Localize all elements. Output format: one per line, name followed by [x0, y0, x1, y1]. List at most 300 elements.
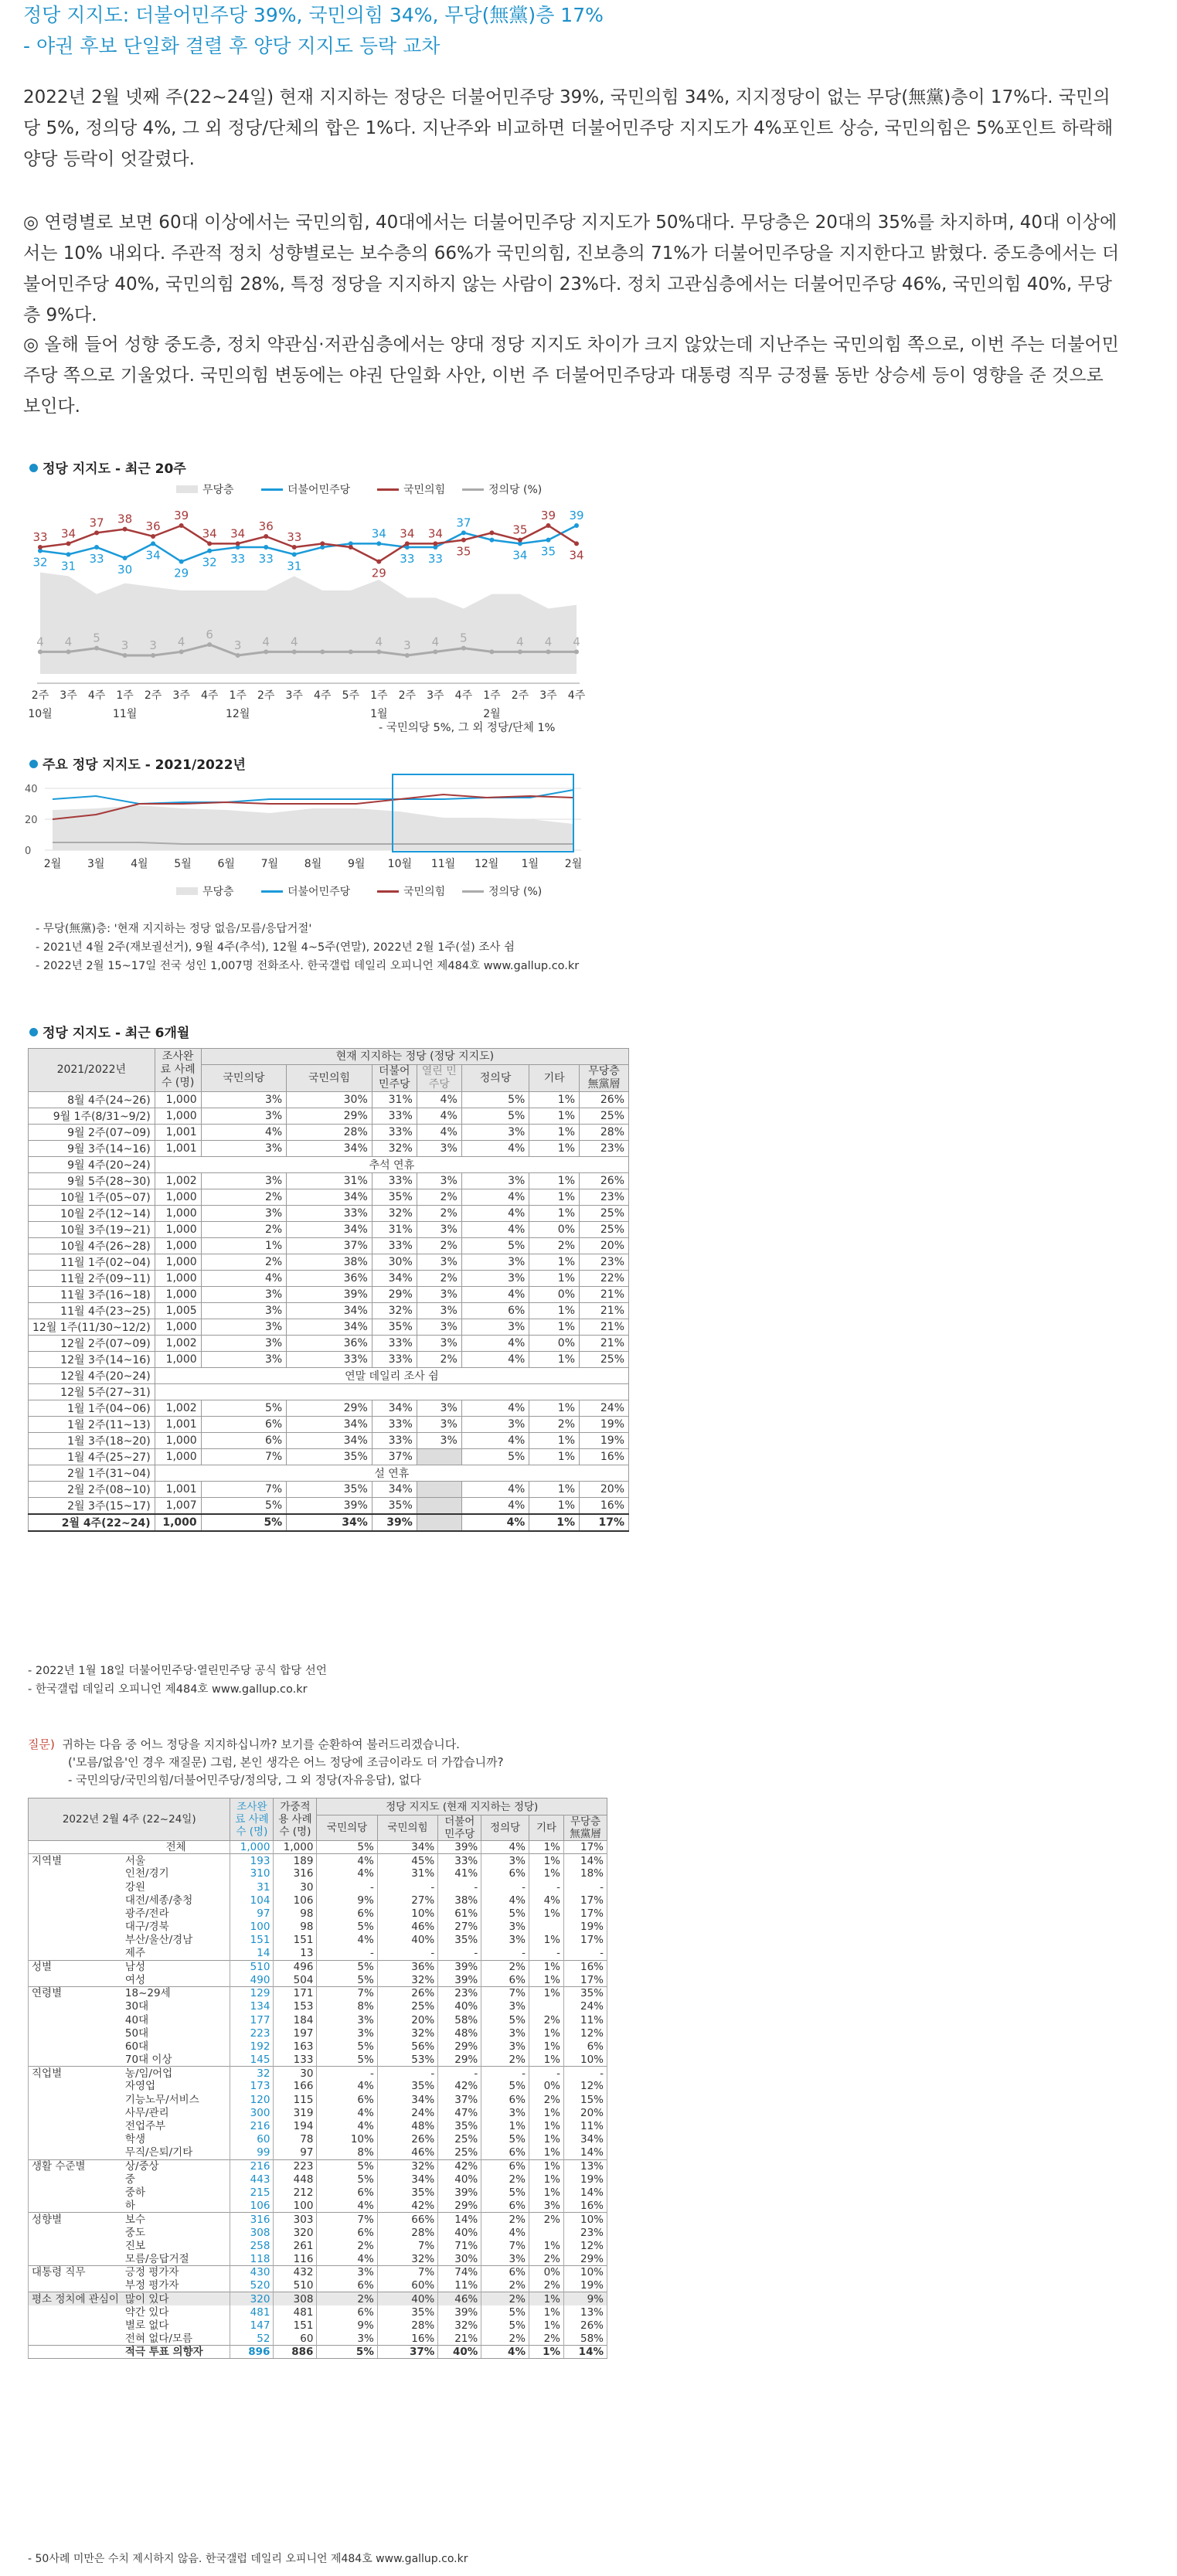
table-cell: 3% [461, 1254, 529, 1271]
table-cell: 74% [438, 2266, 481, 2279]
table-cell: 23% [564, 2226, 607, 2239]
value-label: 32 [32, 555, 48, 570]
table-cell: 1% [529, 1352, 580, 1368]
bullet-icon [29, 760, 38, 768]
table1-row [29, 1108, 629, 1125]
table-cell: 4% [481, 2226, 529, 2239]
table-cell: 24% [377, 2106, 437, 2119]
table-cell: 1% [529, 2119, 563, 2132]
data-point [179, 649, 184, 654]
table2-row [29, 2226, 607, 2239]
table-cell: 3% [201, 1141, 287, 1157]
table-cell: 40% [438, 2173, 481, 2186]
x-tick-label: 2주 [511, 689, 529, 702]
table-cell: 11% [564, 2013, 607, 2026]
table1-row [29, 1157, 629, 1173]
table-cell [529, 1921, 563, 1934]
row-label: 12월 3주(14~16) [29, 1352, 155, 1368]
table-cell: 4% [461, 1482, 529, 1498]
value-label: 33 [230, 552, 246, 566]
table-cell: 4% [481, 2346, 529, 2359]
table-cell: 28% [287, 1125, 372, 1141]
table-cell: 35% [372, 1498, 417, 1515]
table-cell: 16% [564, 2200, 607, 2213]
table-cell: 212 [274, 2186, 317, 2199]
legend-swatch [176, 887, 198, 895]
table-cell: 5% [461, 1238, 529, 1254]
table-cell: 1% [529, 2054, 563, 2067]
question-line2: ('모름/없음'인 경우 재질문) 그럼, 본인 생각은 어느 정당에 조금이라도 더 가깝습니까? [68, 1755, 504, 1769]
table-cell: 3% [417, 1173, 461, 1189]
table-cell: 10% [317, 2133, 377, 2146]
table-cell: 310 [230, 1867, 274, 1880]
table-cell: 3% [417, 1287, 461, 1303]
t2-header-group: 정당 지지도 (현재 지지하는 정당) [317, 1798, 607, 1815]
table-cell: 98 [274, 1921, 317, 1934]
table-cell: 100 [230, 1921, 274, 1934]
table1-row [29, 1465, 629, 1482]
table2-row [29, 1880, 607, 1894]
table-cell: 14% [564, 2146, 607, 2159]
data-point [264, 545, 268, 550]
row-label: 1월 4주(25~27) [29, 1449, 155, 1465]
subgroup-label: 학생 [122, 2133, 230, 2146]
table-cell: 3% [481, 1854, 529, 1867]
table-cell: 47% [438, 2106, 481, 2119]
subgroup-label: 부산/울산/경남 [122, 1934, 230, 1947]
value-label: 36 [145, 519, 161, 533]
table-cell: 1% [529, 1498, 580, 1515]
value-label: 4 [516, 635, 524, 649]
table-cell: 1% [529, 1303, 580, 1319]
row-label: 1월 2주(11~13) [29, 1417, 155, 1433]
group-label [29, 2000, 122, 2013]
value-label: 33 [89, 552, 104, 566]
table-cell: 4% [461, 1189, 529, 1206]
data-point [264, 534, 268, 539]
table-cell: 35% [372, 1189, 417, 1206]
group-label: 평소 정치에 관심이 [29, 2292, 122, 2305]
table1-row [29, 1514, 629, 1531]
table-cell: 25% [438, 2133, 481, 2146]
table-cell: 6% [481, 2266, 529, 2279]
group-label [29, 1973, 122, 1986]
value-label: 34 [202, 526, 217, 541]
table2-note: - 50사례 미만은 수치 제시하지 않음. 한국갤럽 데일리 오피니언 제484호 www.gallup.co.kr [28, 2553, 468, 2565]
table-cell: 1,000 [155, 1319, 201, 1336]
table-cell: 19% [580, 1433, 629, 1449]
table-cell: 481 [274, 2305, 317, 2319]
table-cell: 129 [230, 1987, 274, 2000]
value-label: 37 [89, 516, 104, 530]
t2-col: 국민의당 [317, 1815, 377, 1841]
table-cell: 5% [201, 1514, 287, 1531]
table1-row [29, 1352, 629, 1368]
table-cell: 31% [287, 1173, 372, 1189]
table-cell: 151 [274, 1934, 317, 1947]
data-point [405, 541, 410, 546]
table-cell: 32 [230, 2067, 274, 2080]
subgroup-label: 많이 있다 [122, 2292, 230, 2305]
table1-row [29, 1189, 629, 1206]
row-span-note: 추석 연휴 [155, 1157, 628, 1173]
data-point [151, 534, 155, 539]
table-cell [417, 1498, 461, 1515]
table-cell: 20% [377, 2013, 437, 2026]
group-label [29, 2239, 122, 2252]
x-tick-label: 11월 [430, 858, 456, 870]
chart1-legend [176, 483, 542, 496]
data-point [376, 560, 381, 564]
x-tick-label: 3월 [87, 858, 105, 870]
table-cell: 1,002 [155, 1336, 201, 1352]
table2-row [29, 1841, 607, 1854]
table-cell: 3% [317, 2026, 377, 2040]
subgroup-label: 중 [122, 2173, 230, 2186]
row-span-note: 연말 데일리 조사 쉼 [155, 1368, 628, 1384]
table-cell: 3% [461, 1271, 529, 1287]
table-cell: 316 [274, 1867, 317, 1880]
value-label: 3 [403, 638, 411, 652]
data-point [292, 649, 297, 654]
y-tick-label: 20 [25, 815, 38, 826]
value-label: 35 [456, 544, 471, 559]
table-cell: 5% [481, 2305, 529, 2319]
table-cell: 16% [580, 1449, 629, 1465]
table-cell: 8% [317, 2000, 377, 2013]
table-cell: 6% [201, 1433, 287, 1449]
table-cell: 6% [461, 1303, 529, 1319]
table-cell: 31% [377, 1867, 437, 1880]
table-cell: 32% [372, 1206, 417, 1222]
table-cell: 1% [529, 1173, 580, 1189]
subgroup-label: 상/중상 [122, 2159, 230, 2173]
table-cell: 35% [372, 1319, 417, 1336]
row-label: 10월 3주(19~21) [29, 1222, 155, 1238]
group-label [29, 2305, 122, 2319]
table-cell: 26% [580, 1173, 629, 1189]
table-cell: 21% [580, 1319, 629, 1336]
table-cell: 33% [287, 1352, 372, 1368]
table-cell: 2% [481, 2332, 529, 2345]
group-label [29, 2279, 122, 2292]
t2-header-n2: 가중적용 사례수 (명) [274, 1798, 317, 1841]
table-cell: 1% [529, 1973, 563, 1986]
table-cell: 6% [564, 2040, 607, 2053]
table-cell: 510 [230, 1960, 274, 1973]
table-cell: 35% [287, 1449, 372, 1465]
data-point [236, 541, 240, 546]
table-cell: 33% [372, 1173, 417, 1189]
table-cell: 3% [201, 1173, 287, 1189]
table-cell: 78 [274, 2133, 317, 2146]
table-cell: 34% [372, 1400, 417, 1417]
table-cell: 166 [274, 2080, 317, 2093]
table2-row [29, 1973, 607, 1986]
group-label [29, 2173, 122, 2186]
table-cell: 37% [372, 1449, 417, 1465]
table-cell: 97 [274, 2146, 317, 2159]
table-cell: 46% [377, 1921, 437, 1934]
table-cell: 3% [417, 1222, 461, 1238]
bullet-icon [29, 1028, 38, 1036]
x-tick-label: 2월 [43, 858, 62, 870]
legend-label: 국민의힘 [403, 484, 446, 496]
table-cell: 443 [230, 2173, 274, 2186]
legend-swatch [261, 488, 283, 491]
table-cell: 3% [417, 1433, 461, 1449]
table-cell: 98 [274, 1907, 317, 1920]
table-cell: 261 [274, 2239, 317, 2252]
table1-row [29, 1400, 629, 1417]
x-tick-label: 2월 [564, 858, 583, 870]
table-cell: 6% [481, 2093, 529, 2106]
table-cell: 3% [481, 1921, 529, 1934]
table-cell: 28% [580, 1125, 629, 1141]
value-label: 3 [233, 638, 242, 652]
group-label: 성별 [29, 1960, 122, 1973]
table-cell: 4% [317, 1934, 377, 1947]
table-cell: 2% [529, 2013, 563, 2026]
table-cell: 151 [274, 2319, 317, 2332]
table-cell: 886 [274, 2346, 317, 2359]
chart2-x-axis [44, 857, 582, 870]
value-label: 4 [573, 635, 580, 649]
group-label [29, 2252, 122, 2265]
table-cell: 3% [481, 2106, 529, 2119]
group-label [29, 2119, 122, 2132]
row-label: 2월 4주(22~24) [29, 1514, 155, 1531]
table-cell: 6% [317, 2093, 377, 2106]
group-label [29, 1867, 122, 1880]
value-label: 4 [375, 635, 383, 649]
data-point [574, 649, 579, 654]
value-label: 29 [174, 566, 189, 580]
table-cell: 7% [317, 2213, 377, 2226]
table-cell: 31 [230, 1880, 274, 1894]
table-cell: 31% [372, 1092, 417, 1108]
table2-row [29, 2305, 607, 2319]
t1-col: 열린 민주당 [417, 1065, 461, 1092]
value-label: 34 [427, 526, 443, 541]
value-label: 3 [121, 638, 129, 652]
table-cell: 7% [377, 2239, 437, 2252]
group-label [29, 1947, 122, 1960]
table-cell: 35% [377, 2186, 437, 2199]
subgroup-label: 광주/전라 [122, 1907, 230, 1920]
table-cell: 60 [274, 2332, 317, 2345]
table-cell: 320 [230, 2292, 274, 2305]
table-cell: - [317, 2067, 377, 2080]
row-label: 1월 1주(04~06) [29, 1400, 155, 1417]
table-cell: 3% [417, 1400, 461, 1417]
value-label: 39 [569, 509, 584, 522]
table2-row [29, 2106, 607, 2119]
table-cell: 4% [461, 1352, 529, 1368]
t1-col: 국민의당 [201, 1065, 287, 1092]
table-cell: 26% [580, 1092, 629, 1108]
table-cell: 2% [417, 1238, 461, 1254]
table-cell: 184 [274, 2013, 317, 2026]
table2-row [29, 1960, 607, 1973]
table-cell: 0% [529, 1336, 580, 1352]
subgroup-label: 서울 [122, 1854, 230, 1867]
x-tick-label: 5주 [342, 689, 360, 702]
subgroup-label: 18~29세 [122, 1987, 230, 2000]
data-point [66, 649, 71, 654]
table-cell: 34% [377, 1841, 437, 1854]
table-cell: 300 [230, 2106, 274, 2119]
table-cell: 4% [461, 1433, 529, 1449]
data-point [207, 642, 212, 647]
table1-row [29, 1319, 629, 1336]
table-cell: 34% [377, 2093, 437, 2106]
subgroup-label: 기능노무/서비스 [122, 2093, 230, 2106]
data-point [376, 649, 381, 654]
table-cell: 17% [564, 1907, 607, 1920]
table-cell: 33% [372, 1417, 417, 1433]
chart-notes [36, 920, 579, 975]
table-cell: 10% [564, 2266, 607, 2279]
table-cell: 1% [529, 1206, 580, 1222]
value-label: 4 [64, 635, 73, 649]
table-cell: 1,000 [155, 1206, 201, 1222]
table-cell: 32% [377, 1973, 437, 1986]
table-cell: 23% [580, 1141, 629, 1157]
data-point [546, 538, 550, 543]
table-cell: 71% [438, 2239, 481, 2252]
subgroup-label: 인천/경기 [122, 1867, 230, 1880]
x-month-label: 1월 [370, 708, 388, 720]
table1-row [29, 1141, 629, 1157]
table-cell: 9% [317, 2319, 377, 2332]
table-cell: 30% [438, 2252, 481, 2265]
x-tick-label: 4주 [87, 689, 106, 702]
table-cell: 2% [317, 2239, 377, 2252]
value-label: 30 [117, 563, 133, 577]
table-cell: 104 [230, 1894, 274, 1907]
t2-col: 무당층 無黨層 [564, 1815, 607, 1841]
table-cell: 2% [317, 2292, 377, 2305]
subgroup-label: 제주 [122, 1947, 230, 1960]
table-cell: 39% [438, 1960, 481, 1973]
x-month-label: 11월 [112, 708, 138, 720]
table2-row [29, 2292, 607, 2305]
legend-label: 더불어민주당 [287, 886, 351, 898]
table-cell: 14% [564, 1854, 607, 1867]
table1-row [29, 1173, 629, 1189]
value-label: 34 [400, 526, 415, 541]
table-cell: 19% [564, 2279, 607, 2292]
table-cell: 32% [372, 1141, 417, 1157]
data-point [94, 646, 99, 651]
table-cell: 23% [438, 1987, 481, 2000]
row-label: 12월 5주(27~31) [29, 1384, 155, 1400]
table-cell: 32% [377, 2252, 437, 2265]
table-cell: 28% [377, 2319, 437, 2332]
table-cell: 34% [287, 1417, 372, 1433]
legend-swatch [462, 488, 484, 491]
row-label: 9월 5주(28~30) [29, 1173, 155, 1189]
table-cell: 5% [481, 2133, 529, 2146]
table-cell: 145 [230, 2054, 274, 2067]
table-cell: 33% [372, 1352, 417, 1368]
table-cell: - [481, 1947, 529, 1960]
table-cell: 6% [481, 2200, 529, 2213]
table-cell: 24% [580, 1400, 629, 1417]
table-cell: 6% [481, 2159, 529, 2173]
table-cell: 5% [317, 1841, 377, 1854]
paragraph-age: ◎ 연령별로 보면 60대 이상에서는 국민의힘, 40대에서는 더불어민주당 지지도가 50%대다. 무당층은 20대의 35%를 차지하며, 40대 이상에서는 10% 내외다. 주관적 정치 성향별로는 보수층의 66%가 국민의힘, 진보층의 71%가 더불어민주당을 지지한다고 밝혔다. 중도층에서는 더불어민주당 40%, 국민의힘 28%, 특정 정당을 지지하지 않는 사람이 23%다. 정치 고관심층에서는 더불어민주당 46%, 국민의힘 40%, 무당층 9%다. [23, 213, 1120, 325]
table-cell: 1% [529, 2305, 563, 2319]
table-cell: 1,002 [155, 1400, 201, 1417]
subgroup-label: 긍정 평가자 [122, 2266, 230, 2279]
table-cell: 1% [529, 1092, 580, 1108]
row-label: 11월 2주(09~11) [29, 1271, 155, 1287]
table-cell: 3% [481, 2000, 529, 2013]
table-cell: 1,000 [155, 1287, 201, 1303]
table1-row [29, 1092, 629, 1108]
table-cell: 0% [529, 1222, 580, 1238]
data-point [94, 530, 99, 535]
value-label: 34 [145, 548, 161, 563]
x-tick-label: 4주 [567, 689, 586, 702]
table-cell: 2% [529, 1238, 580, 1254]
table-cell: 1% [529, 1254, 580, 1271]
table-cell: 35% [438, 2119, 481, 2132]
table-cell: 520 [230, 2279, 274, 2292]
legend-swatch [261, 890, 283, 893]
group-label [29, 1841, 122, 1854]
data-point [461, 646, 466, 651]
table1-row [29, 1125, 629, 1141]
table1-row [29, 1482, 629, 1498]
table-cell: - [377, 1947, 437, 1960]
table-cell: 6% [481, 1867, 529, 1880]
table-cell: 1% [529, 2346, 563, 2359]
table-cell [529, 2226, 563, 2239]
table-cell: 36% [287, 1271, 372, 1287]
table-cell: 2% [417, 1189, 461, 1206]
chart2-title-text: 주요 정당 지지도 - 2021/2022년 [43, 757, 246, 773]
x-tick-label: 3주 [427, 689, 444, 702]
question-line3: - 국민의당/국민의힘/더불어민주당/정의당, 그 외 정당(자유응답), 없다 [68, 1773, 421, 1787]
table-cell: 1% [201, 1238, 287, 1254]
table-cell: 21% [438, 2332, 481, 2345]
subgroup-label: 별로 없다 [122, 2319, 230, 2332]
row-label: 12월 1주(11/30~12/2) [29, 1319, 155, 1336]
chart-note-line: - 2021년 4월 2주(재보궐선거), 9월 4주(추석), 12월 4~5주(연말), 2022년 2월 1주(설) 조사 쉼 [36, 941, 515, 954]
table-cell: 53% [377, 2054, 437, 2067]
table-cell: 1,001 [155, 1125, 201, 1141]
table1-note-line: - 2022년 1월 18일 더불어민주당·열린민주당 공식 합당 선언 [28, 1665, 327, 1677]
x-tick-label: 4월 [131, 858, 148, 870]
group-label [29, 2200, 122, 2213]
table-cell: 3% [417, 1303, 461, 1319]
chart1-none-area [40, 573, 577, 674]
table2-row [29, 2093, 607, 2106]
value-label: 5 [93, 631, 100, 645]
x-tick-label: 3주 [60, 689, 77, 702]
table1-notes [28, 1662, 327, 1699]
table-cell: 1% [529, 1960, 563, 1973]
table-cell: 39% [372, 1514, 417, 1531]
table-cell: 3% [201, 1287, 287, 1303]
subgroup-label: 전업주부 [122, 2119, 230, 2132]
subgroup-label: 70대 이상 [122, 2054, 230, 2067]
table-cell: - [564, 1947, 607, 1960]
value-label: 6 [206, 628, 213, 641]
